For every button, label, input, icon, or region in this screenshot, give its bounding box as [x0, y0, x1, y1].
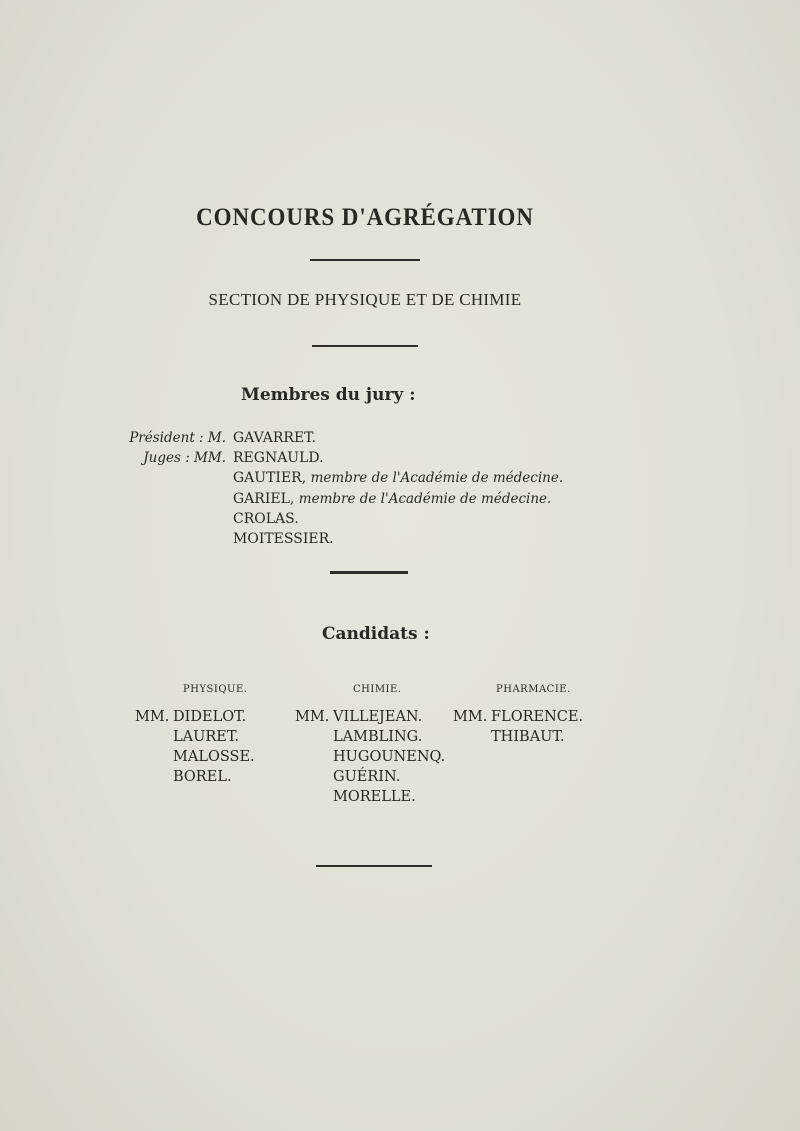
candidate-name: LAURET.: [173, 729, 239, 745]
column-header-physique: PHYSIQUE.: [183, 684, 248, 695]
jury-member-name: GARIEL,: [233, 491, 295, 507]
candidate-name: GUÉRIN.: [333, 769, 401, 785]
jury-heading: Membres du jury :: [241, 385, 416, 405]
candidate-prefix: MM.: [295, 709, 330, 725]
candidate-name: LAMBLING.: [333, 729, 423, 745]
candidate-name: MORELLE.: [333, 789, 416, 805]
jury-member: [233, 531, 334, 547]
section-rule: [312, 345, 418, 347]
title-rule: [310, 259, 420, 261]
candidate-name: THIBAUT.: [491, 729, 565, 745]
jury-rule: [330, 571, 408, 574]
candidate-name: MALOSSE.: [173, 749, 255, 765]
candidate-name: DIDELOT.: [173, 709, 247, 725]
candidate-name: FLORENCE.: [491, 709, 584, 725]
candidate-prefix: MM.: [135, 709, 170, 725]
jury-member-name: REGNAULD.: [233, 450, 324, 466]
president-label: Président : M.: [129, 430, 226, 446]
candidate-prefix: MM.: [453, 709, 488, 725]
footer-rule: [316, 865, 432, 867]
jury-member: [233, 470, 563, 486]
page-title: CONCOURS D'AGRÉGATION: [196, 204, 534, 231]
candidate-name: VILLEJEAN.: [333, 709, 423, 725]
column-header-pharmacie: PHARMACIE.: [496, 684, 571, 695]
jury-member: [233, 450, 324, 466]
column-header-chimie: CHIMIE.: [353, 684, 402, 695]
jury-member-note: membre de l'Académie de médecine.: [310, 470, 564, 486]
president-name: GAVARRET.: [233, 430, 316, 446]
jury-member-note: membre de l'Académie de médecine.: [298, 491, 552, 507]
section-heading: SECTION DE PHYSIQUE ET DE CHIMIE: [208, 290, 522, 309]
candidate-name: BOREL.: [173, 769, 232, 785]
candidate-name: HUGOUNENQ.: [333, 749, 446, 765]
jury-member-name: GAUTIER,: [233, 470, 307, 486]
jury-member: [233, 491, 551, 507]
jury-member-name: CROLAS.: [233, 511, 299, 527]
juges-label: Juges : MM.: [143, 450, 226, 466]
candidats-heading: Candidats :: [322, 624, 430, 644]
jury-member: [233, 511, 299, 527]
jury-member-name: MOITESSIER.: [233, 531, 334, 547]
